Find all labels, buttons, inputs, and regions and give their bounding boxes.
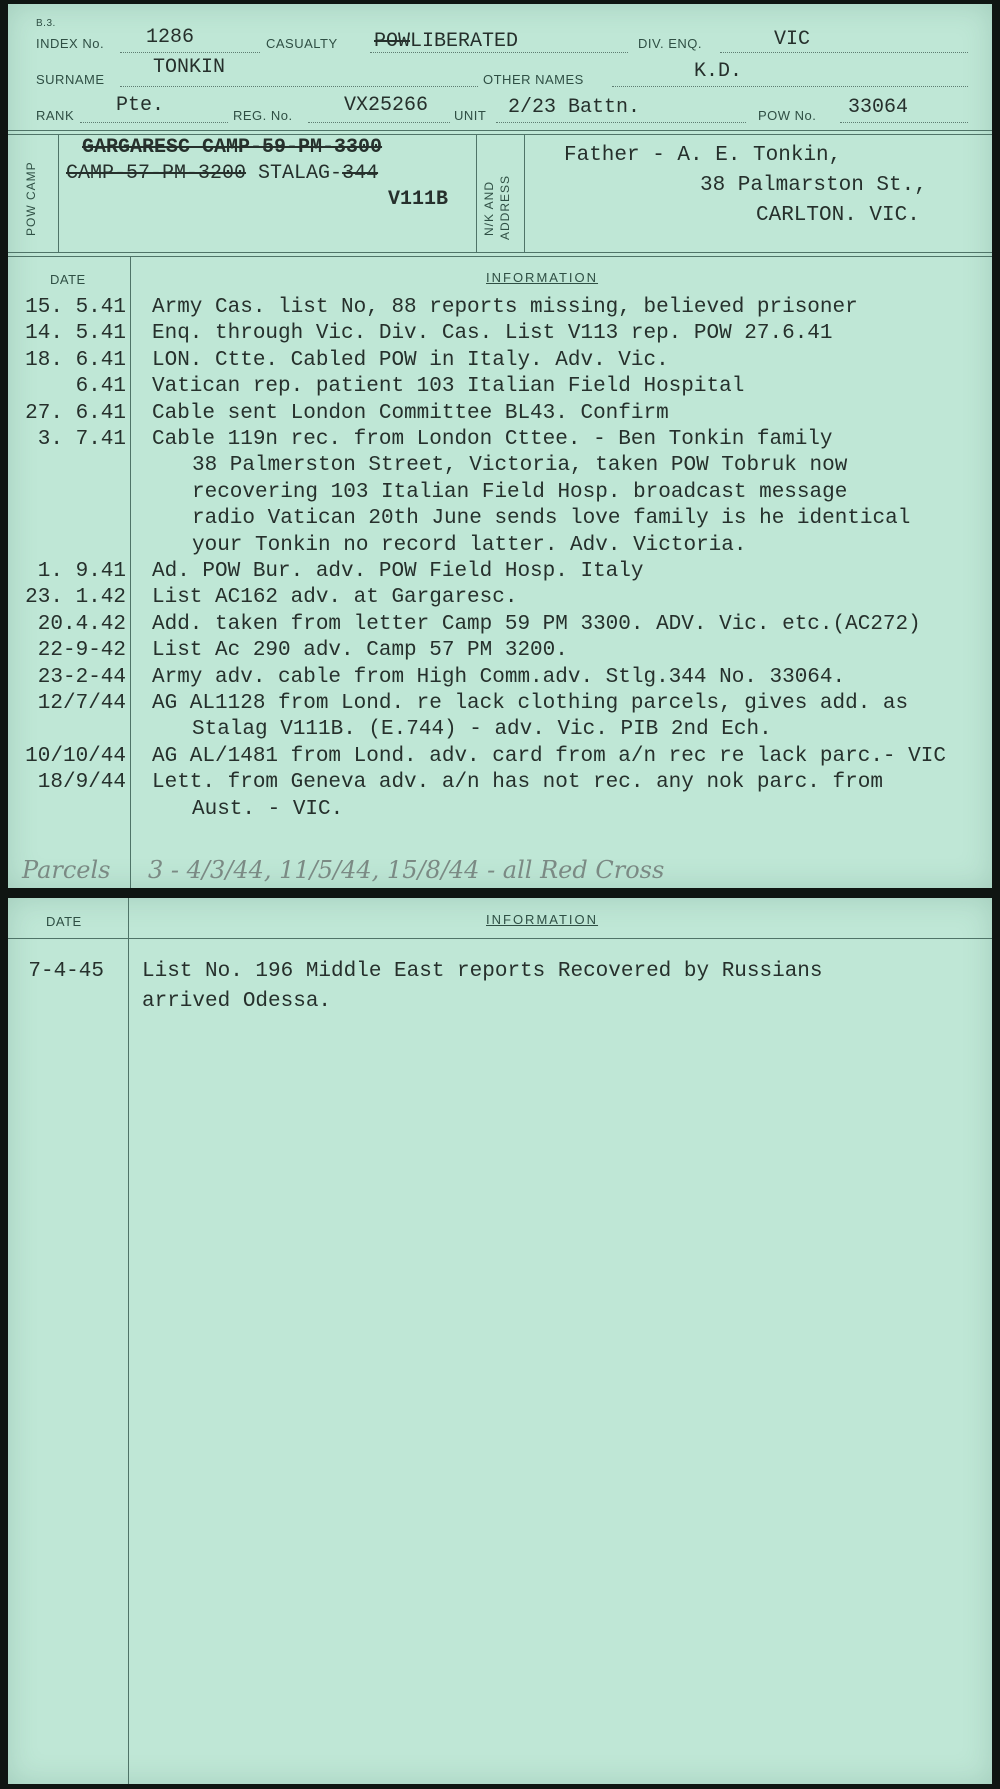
casualty-value	[374, 30, 518, 53]
entry-date: 7-4-45	[28, 960, 104, 983]
entry-info-line: Ad. POW Bur. adv. POW Field Hosp. Italy	[152, 560, 644, 583]
camp-line-3: V111B	[388, 188, 449, 211]
entry-date: 23-2-44	[37, 665, 126, 689]
index-value: 1286	[146, 26, 195, 49]
entry-info-line: List No. 196 Middle East reports Recovered by Russians	[142, 960, 823, 983]
address-line-2: 38 Palmarston St.,	[700, 174, 927, 197]
back-date-header: DATE	[46, 914, 82, 929]
entry-info-line: Add. taken from letter Camp 59 PM 3300. ADV. Vic. etc.(AC272)	[152, 612, 921, 636]
back-info-header: INFORMATION	[486, 912, 599, 927]
camp-line-2-struck: CAMP-57-PM-3200	[66, 162, 247, 185]
entry-info-line: 38 Palmerston Street, Victoria, taken POW Tobruk now	[192, 454, 848, 478]
nk-label-2: ADDRESS	[498, 174, 512, 240]
casualty-current: LIBERATED	[410, 30, 519, 53]
entry-info-line: Cable 119n rec. from London Cttee. - Ben Tonkin family	[152, 428, 833, 451]
address-line-1: Father - A. E. Tonkin,	[564, 144, 842, 167]
camp-line-2-rest: STALAG-	[258, 162, 343, 185]
entry-date: 15. 5.41	[25, 296, 126, 319]
surname-label: SURNAME	[36, 72, 105, 87]
entry-date: 18. 6.41	[25, 348, 126, 372]
entry-info-line: LON. Ctte. Cabled POW in Italy. Adv. Vic.	[152, 348, 669, 372]
casualty-struck: POW	[374, 30, 411, 53]
entry-info-line: Army adv. cable from High Comm.adv. Stlg.344 No. 33064.	[152, 665, 846, 689]
entry-info-line: Vatican rep. patient 103 Italian Field Hospital	[152, 375, 745, 399]
nk-label-1: N/K AND	[482, 180, 496, 236]
entry-info-line: AG AL1128 from Lond. re lack clothing parcels, gives add. as	[152, 692, 909, 715]
reg-label: REG. No.	[233, 108, 293, 123]
entry-date: 3. 7.41	[37, 428, 126, 451]
entry-info-line: recovering 103 Italian Field Hosp. broadcast message	[192, 480, 848, 504]
entry-date: 27. 6.41	[25, 401, 126, 425]
entry-date: 6.41	[75, 375, 126, 399]
div-enq-value: VIC	[774, 28, 811, 51]
entry-date: 20.4.42	[37, 612, 126, 636]
form-code: B.3.	[36, 18, 56, 29]
entry-info-line: Aust. - VIC.	[192, 797, 344, 821]
entry-info-line: List AC162 adv. at Gargaresc.	[152, 586, 518, 610]
address-line-3: CARLTON. VIC.	[756, 204, 920, 227]
pow-no-label: POW No.	[758, 108, 817, 123]
parcels-note: 3 - 4/3/44, 11/5/44, 15/8/44 - all Red Cross	[148, 856, 665, 884]
pow-no-value: 33064	[848, 96, 909, 119]
camp-line-1: GARGARESC CAMP-59-PM-3300	[82, 136, 383, 159]
rank-label: RANK	[36, 108, 75, 123]
pow-camp-label: POW CAMP	[24, 161, 38, 236]
entry-date: 12/7/44	[37, 692, 126, 715]
entry-info-line: AG AL/1481 from Lond. adv. card from a/n rec re lack parc.- VIC	[152, 744, 946, 768]
card-back	[8, 898, 992, 1784]
entry-date: 14. 5.41	[25, 322, 126, 346]
entry-date: 18/9/44	[37, 771, 126, 795]
other-names-value: K.D.	[694, 60, 743, 83]
index-label: INDEX No.	[36, 36, 105, 51]
entry-date: 23. 1.42	[25, 586, 126, 610]
surname-value: TONKIN	[153, 56, 226, 79]
reg-value: VX25266	[344, 94, 429, 117]
entry-info-line: List Ac 290 adv. Camp 57 PM 3200.	[152, 639, 568, 663]
entry-info-line: Enq. through Vic. Div. Cas. List V113 rep. POW 27.6.41	[152, 322, 833, 346]
entry-info-line: arrived Odessa.	[142, 990, 332, 1013]
camp-line-2-struck2: 344	[342, 162, 379, 185]
entry-info-line: radio Vatican 20th June sends love family is he identical	[192, 507, 911, 531]
parcels-note-label: Parcels	[22, 856, 111, 884]
entry-date: 1. 9.41	[37, 560, 126, 583]
info-header: INFORMATION	[486, 270, 599, 285]
casualty-label: CASUALTY	[266, 36, 338, 51]
entry-info-line: Army Cas. list No, 88 reports missing, believed prisoner	[152, 296, 858, 319]
entry-date: 10/10/44	[25, 744, 126, 768]
date-header: DATE	[50, 272, 86, 287]
unit-value: 2/23 Battn.	[508, 96, 641, 119]
entry-date: 22-9-42	[37, 639, 126, 663]
entry-info-line: Stalag V111B. (E.744) - adv. Vic. PIB 2nd Ech.	[192, 718, 772, 742]
rank-value: Pte.	[116, 94, 165, 117]
entry-info-line: Lett. from Geneva adv. a/n has not rec. any nok parc. from	[152, 771, 883, 795]
other-names-label: OTHER NAMES	[483, 72, 584, 87]
entry-info-line: your Tonkin no record latter. Adv. Victoria.	[192, 533, 747, 557]
div-enq-label: DIV. ENQ.	[638, 36, 702, 51]
entry-info-line: Cable sent London Committee BL43. Confirm	[152, 401, 669, 425]
card-front	[8, 4, 992, 888]
unit-label: UNIT	[454, 108, 487, 123]
camp-line-2	[66, 162, 378, 185]
